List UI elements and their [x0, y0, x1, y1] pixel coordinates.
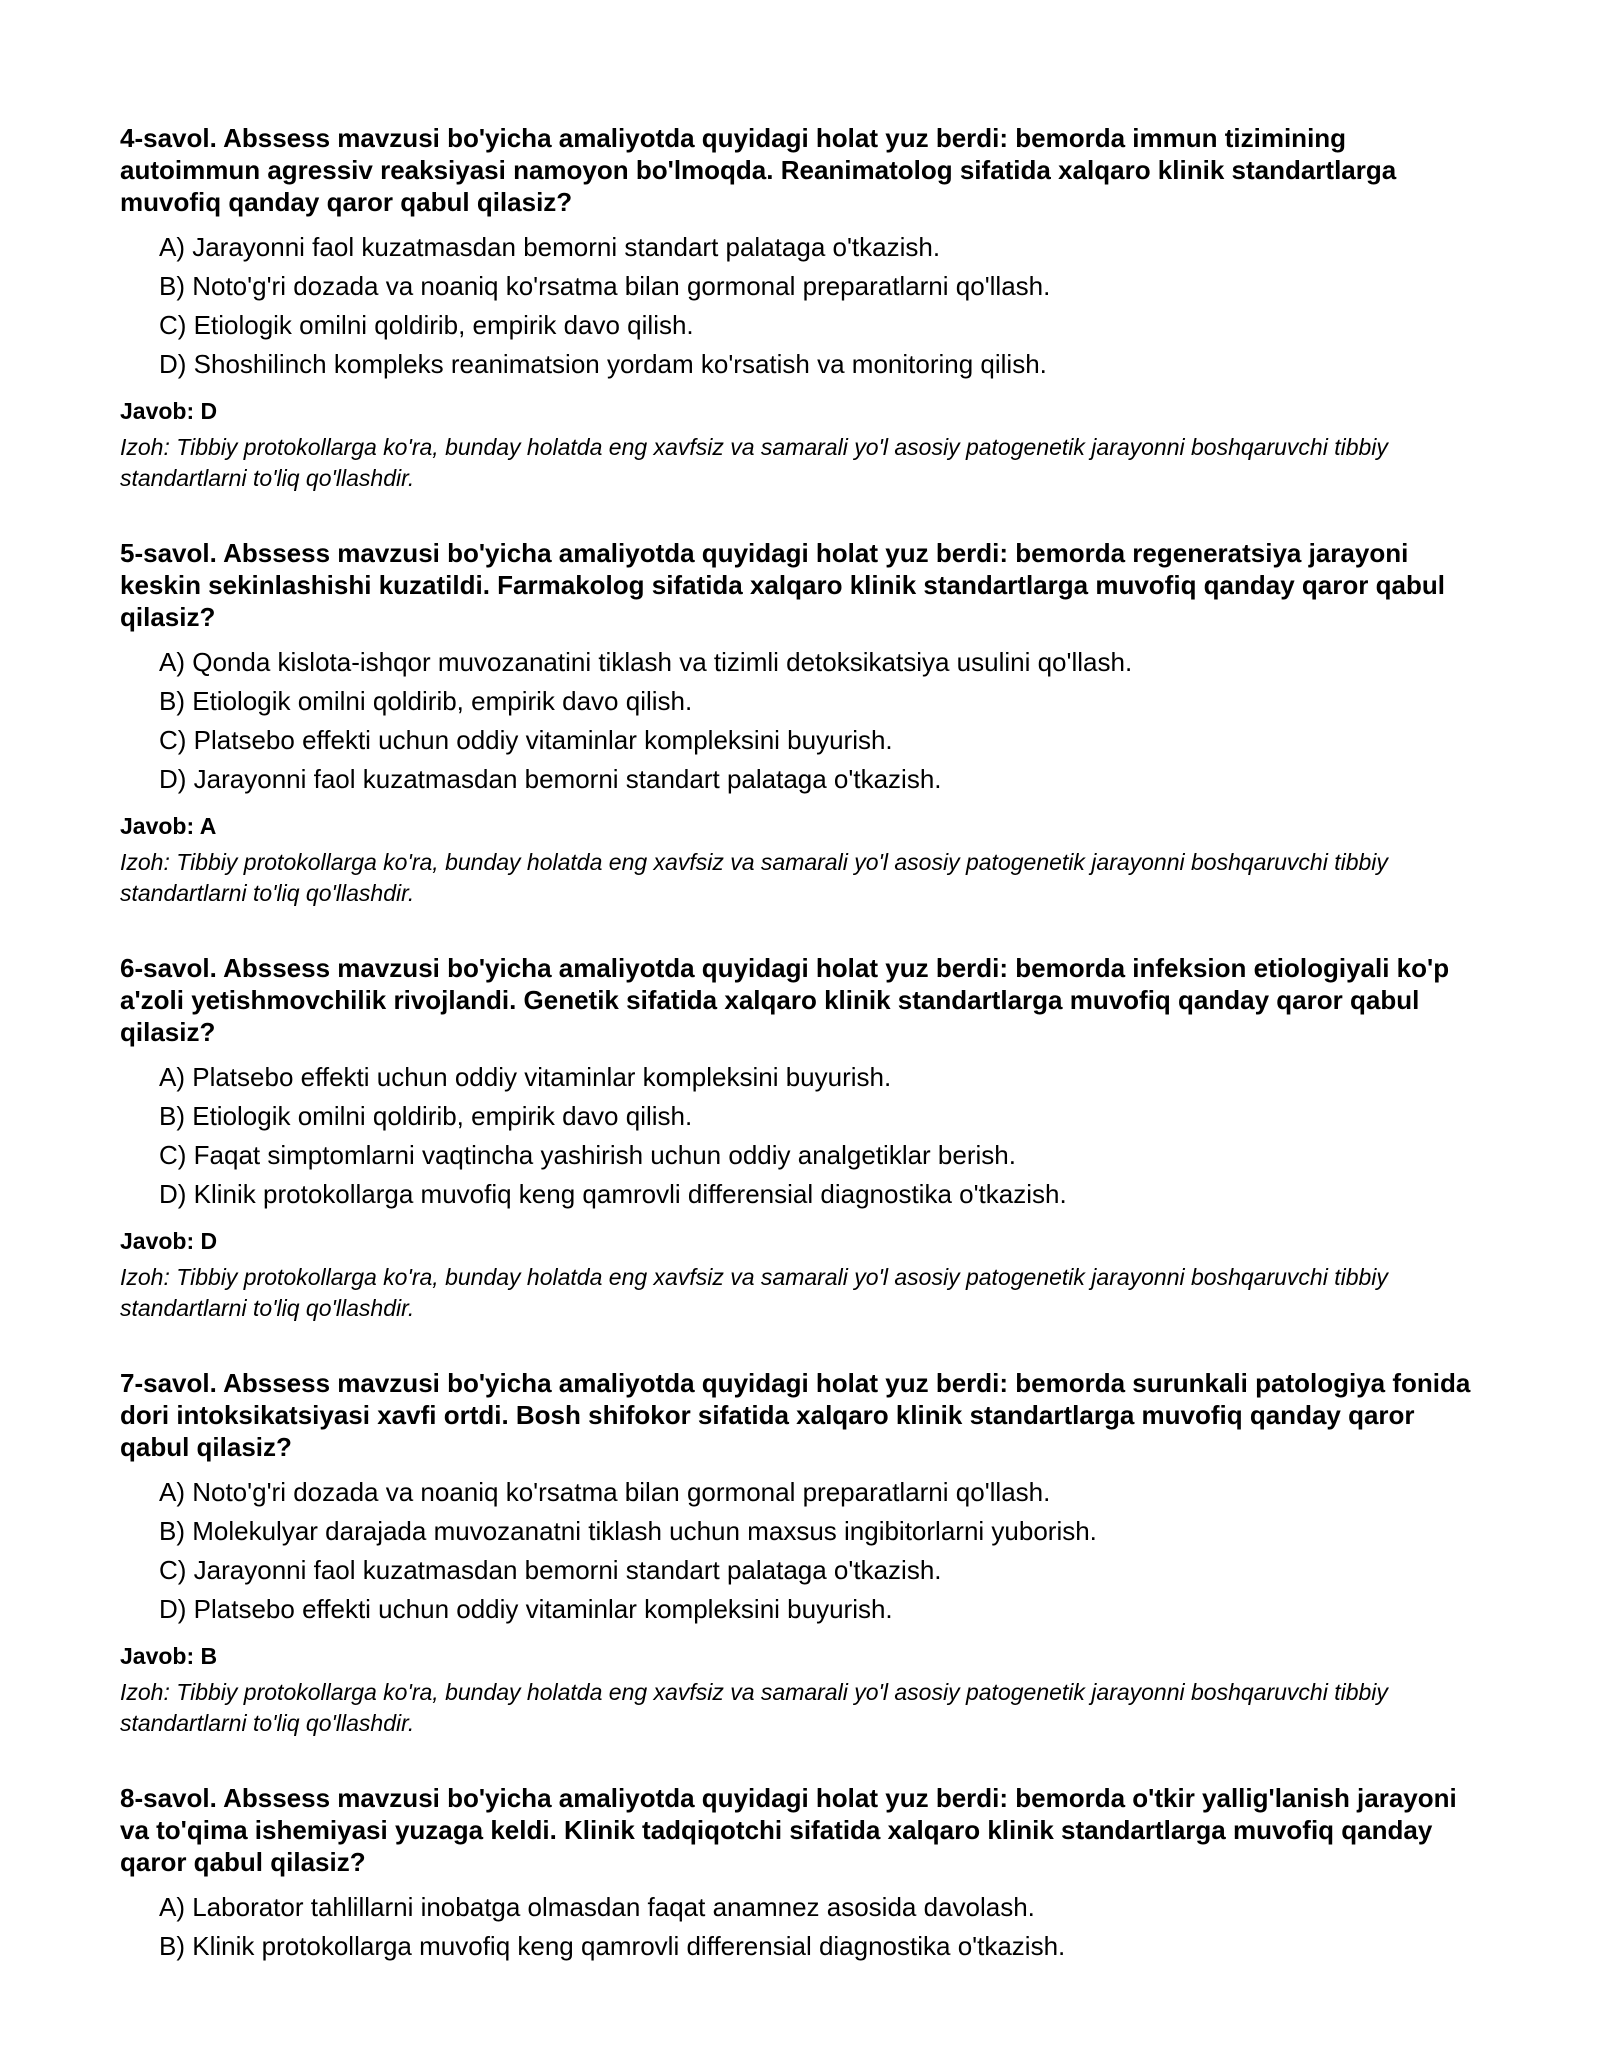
- note-label: Izoh:: [120, 1264, 170, 1290]
- answer-value: B: [200, 1643, 218, 1669]
- option-c: C) Jarayonni faol kuzatmasdan bemorni standart palataga o'tkazish.: [159, 1555, 942, 1585]
- answer-value: D: [200, 1228, 218, 1254]
- note-label: Izoh:: [120, 434, 170, 460]
- explanation-note: [120, 1677, 1490, 1739]
- question-title: 6-savol. Abssess mavzusi bo'yicha amaliyotda quyidagi holat yuz berdi: bemorda infeksion etiologiyali ko'p a'zoli yetishmovchilik rivojlandi. Genetik sifatida xalqaro klinik standartlarga muvofiq qanday qaror qabul qilasiz?: [120, 953, 1450, 1047]
- answer-line: [120, 1641, 1490, 1671]
- option-list: [120, 1058, 1490, 1214]
- option-a: A) Laborator tahlillarni inobatga olmasdan faqat anamnez asosida davolash.: [159, 1892, 1035, 1922]
- answer-line: [120, 811, 1490, 841]
- note-text: Tibbiy protokollarga ko'ra, bunday holatda eng xavfsiz va samarali yo'l asosiy patogenetik jarayonni boshqaruvchi tibbiy standartlarni to'liq qo'llashdir.: [120, 1264, 1388, 1321]
- question-block: [120, 1782, 1490, 1966]
- question-title: 5-savol. Abssess mavzusi bo'yicha amaliyotda quyidagi holat yuz berdi: bemorda regeneratsiya jarayoni keskin sekinlashishi kuzatildi. Farmakolog sifatida xalqaro klinik standartlarga muvofiq qanday qaror qabul qilasiz?: [120, 538, 1445, 632]
- option-b: B) Etiologik omilni qoldirib, empirik davo qilish.: [159, 686, 693, 716]
- option-b: B) Molekulyar darajada muvozanatni tiklash uchun maxsus ingibitorlarni yuborish.: [159, 1516, 1097, 1546]
- answer-value: D: [200, 398, 218, 424]
- note-label: Izoh:: [120, 1679, 170, 1705]
- note-text: Tibbiy protokollarga ko'ra, bunday holatda eng xavfsiz va samarali yo'l asosiy patogenetik jarayonni boshqaruvchi tibbiy standartlarni to'liq qo'llashdir.: [120, 434, 1388, 491]
- question-block: [120, 1367, 1490, 1739]
- answer-label: Javob:: [120, 1228, 195, 1254]
- question-title: 8-savol. Abssess mavzusi bo'yicha amaliyotda quyidagi holat yuz berdi: bemorda o'tkir yallig'lanish jarayoni va to'qima ishemiyasi yuzaga keldi. Klinik tadqiqotchi sifatida xalqaro klinik standartlarga muvofiq qanday qaror qabul qilasiz?: [120, 1783, 1457, 1877]
- option-b: B) Noto'g'ri dozada va noaniq ko'rsatma bilan gormonal preparatlarni qo'llash.: [159, 271, 1051, 301]
- answer-label: Javob:: [120, 1643, 195, 1669]
- answer-label: Javob:: [120, 398, 195, 424]
- option-d: D) Jarayonni faol kuzatmasdan bemorni standart palataga o'tkazish.: [159, 764, 942, 794]
- option-c: C) Platsebo effekti uchun oddiy vitaminlar kompleksini buyurish.: [159, 725, 893, 755]
- explanation-note: [120, 432, 1490, 494]
- question-block: [120, 122, 1490, 494]
- option-a: A) Jarayonni faol kuzatmasdan bemorni standart palataga o'tkazish.: [159, 232, 941, 262]
- note-text: Tibbiy protokollarga ko'ra, bunday holatda eng xavfsiz va samarali yo'l asosiy patogenetik jarayonni boshqaruvchi tibbiy standartlarni to'liq qo'llashdir.: [120, 1679, 1388, 1736]
- option-list: [120, 228, 1490, 384]
- option-b: B) Etiologik omilni qoldirib, empirik davo qilish.: [159, 1101, 693, 1131]
- answer-value: A: [199, 813, 217, 839]
- option-a: A) Platsebo effekti uchun oddiy vitaminlar kompleksini buyurish.: [159, 1062, 892, 1092]
- document-page: [120, 122, 1490, 2009]
- option-list: [120, 1473, 1490, 1629]
- note-text: Tibbiy protokollarga ko'ra, bunday holatda eng xavfsiz va samarali yo'l asosiy patogenetik jarayonni boshqaruvchi tibbiy standartlarni to'liq qo'llashdir.: [120, 849, 1388, 906]
- answer-line: [120, 1226, 1490, 1256]
- answer-label: Javob:: [120, 813, 195, 839]
- question-title: 7-savol. Abssess mavzusi bo'yicha amaliyotda quyidagi holat yuz berdi: bemorda surunkali patologiya fonida dori intoksikatsiyasi xavfi ortdi. Bosh shifokor sifatida xalqaro klinik standartlarga muvofiq qanday qaror qabul qilasiz?: [120, 1368, 1471, 1462]
- note-label: Izoh:: [120, 849, 170, 875]
- explanation-note: [120, 847, 1490, 909]
- option-c: C) Faqat simptomlarni vaqtincha yashirish uchun oddiy analgetiklar berish.: [159, 1140, 1016, 1170]
- question-title: 4-savol. Abssess mavzusi bo'yicha amaliyotda quyidagi holat yuz berdi: bemorda immun tizimining autoimmun agressiv reaksiyasi namoyon bo'lmoqda. Reanimatolog sifatida xalqaro klinik standartlarga muvofiq qanday qaror qabul qilasiz?: [120, 123, 1397, 217]
- option-d: D) Platsebo effekti uchun oddiy vitaminlar kompleksini buyurish.: [159, 1594, 893, 1624]
- explanation-note: [120, 1262, 1490, 1324]
- question-block: [120, 537, 1490, 909]
- option-list: [120, 643, 1490, 799]
- option-list: [120, 1888, 1490, 1966]
- option-a: A) Qonda kislota-ishqor muvozanatini tiklash va tizimli detoksikatsiya usulini qo'llash.: [159, 647, 1133, 677]
- option-d: D) Klinik protokollarga muvofiq keng qamrovli differensial diagnostika o'tkazish.: [159, 1179, 1067, 1209]
- question-block: [120, 952, 1490, 1324]
- answer-line: [120, 396, 1490, 426]
- option-b: B) Klinik protokollarga muvofiq keng qamrovli differensial diagnostika o'tkazish.: [159, 1931, 1066, 1961]
- option-c: C) Etiologik omilni qoldirib, empirik davo qilish.: [159, 310, 694, 340]
- option-a: A) Noto'g'ri dozada va noaniq ko'rsatma bilan gormonal preparatlarni qo'llash.: [159, 1477, 1051, 1507]
- option-d: D) Shoshilinch kompleks reanimatsion yordam ko'rsatish va monitoring qilish.: [159, 349, 1047, 379]
